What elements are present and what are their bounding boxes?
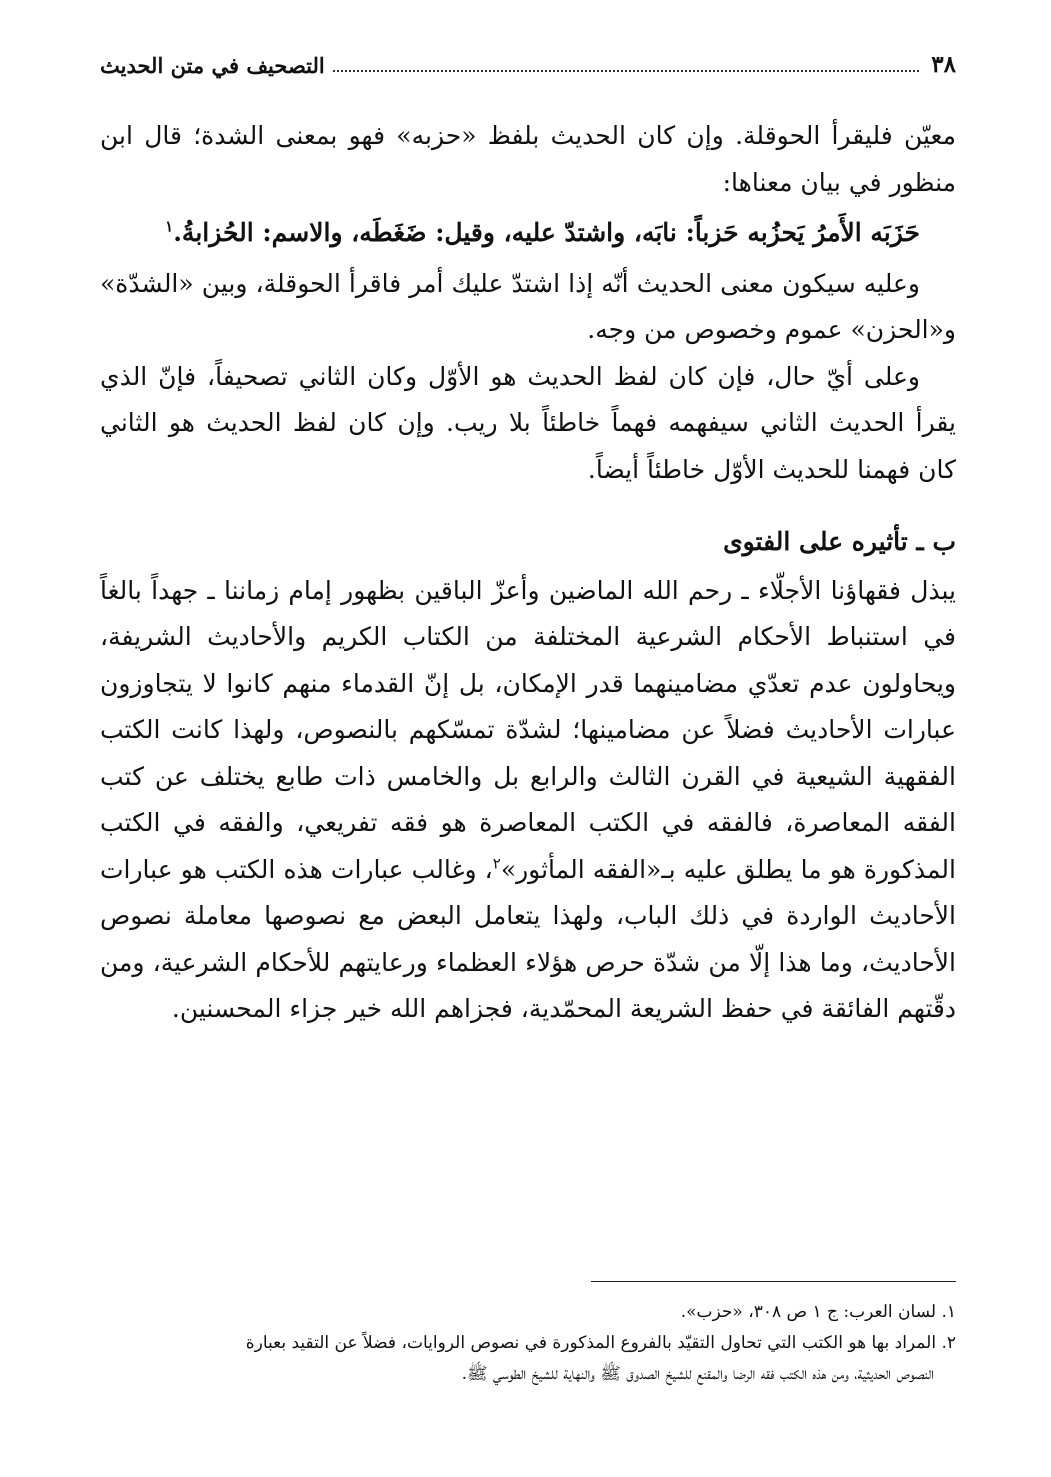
footnote-separator bbox=[591, 1281, 956, 1282]
header-dot-leader bbox=[333, 69, 920, 72]
footnotes bbox=[100, 1297, 956, 1390]
footnote-ref-1: ١ bbox=[165, 217, 174, 236]
running-head bbox=[100, 44, 956, 78]
footnote-ref-2: ٢ bbox=[492, 854, 501, 873]
section-heading: ب ـ تأثيره على الفتوى bbox=[723, 527, 956, 556]
paragraph-2: وعليه سيكون معنى الحديث أنّه إذا اشتدّ عليك أمر فاقرأ الحوقلة، وبين «الشدّة» و«الحزن» عموم وخصوص من وجه. bbox=[100, 268, 956, 344]
paragraph-4 bbox=[100, 568, 956, 1033]
page-number: ٣٨ bbox=[931, 51, 956, 78]
quote-text: حَزَبَه الأَمرُ يَحزُبه حَزباً: نابَه، واشتدّ عليه، وقيل: ضَغَطَه، والاسم: الحُزابةُ. bbox=[173, 218, 920, 247]
footnote-2: ٢. المراد بها هو الكتب التي تحاول التقيّد بالفروع المذكورة في نصوص الروايات، فضلاً عن التقيد بعبارة bbox=[245, 1333, 956, 1353]
main-text bbox=[100, 113, 956, 1033]
paragraph-4-part-2: ، وغالب عبارات هذه الكتب هو عبارات الأحاديث الواردة في ذلك الباب، ولهذا يتعامل البعض مع نصوصها معاملة نصوص الأحاديث، وما هذا إلّا من شدّة حرص هؤلاء العظماء ورعايتهم للأحكام الشرعية، ومن دقّتهم الفائقة في حفظ الشريعة المحمّدية، فجزاهم الله خير جزاء المحسنين. bbox=[100, 854, 956, 1023]
dictionary-quote bbox=[100, 210, 956, 257]
book-title: التصحيف في متن الحديث bbox=[100, 53, 325, 78]
footnote-1: ١. لسان العرب: ج ١ ص ٣٠٨، «حزب». bbox=[680, 1302, 956, 1322]
paragraph-3: وعلى أيّ حال، فإن كان لفظ الحديث هو الأوّل وكان الثاني تصحيفاً، فإنّ الذي يقرأ الحديث الثاني سيفهمه فهماً خاطئاً بلا ريب. وإن كان لفظ الحديث هو الثاني كان فهمنا للحديث الأوّل خاطئاً أيضاً. bbox=[100, 361, 956, 484]
paragraph-1: معيّن فليقرأ الحوقلة. وإن كان الحديث بلفظ «حزبه» فهو بمعنى الشدة؛ قال ابن منظور في بيان معناها: bbox=[100, 121, 956, 197]
paragraph-4-part-1: يبذل فقهاؤنا الأجلّاء ـ رحم الله الماضين وأعزّ الباقين بظهور إمام زماننا ـ جهداً بالغاً في استنباط الأحكام الشرعية المختلفة من الكتاب الكريم والأحاديث الشريفة، ويحاولون عدم تعدّي مضامينهما قدر الإمكان، بل إنّ القدماء منهم كانوا لا يتجاوزون عبارات الأحاديث فضلاً عن مضامينها؛ لشدّة تمسّكهم بالنصوص، ولهذا كانت الكتب الفقهية الشيعية في القرن الثالث والرابع بل والخامس ذات طابع يختلف عن كتب الفقه المعاصرة، فالفقه في الكتب المعاصرة هو فقه تفريعي، والفقه في الكتب المذكورة هو ما يطلق عليه بـ«الفقه المأثور» bbox=[100, 575, 956, 884]
footnote-2-continued: النصوص الحديثية، ومن هذه الكتب فقه الرضا والمقنع للشيخ الصدوق ﷺ والنهاية للشيخ الطوسي ﷺ. bbox=[461, 1364, 934, 1384]
